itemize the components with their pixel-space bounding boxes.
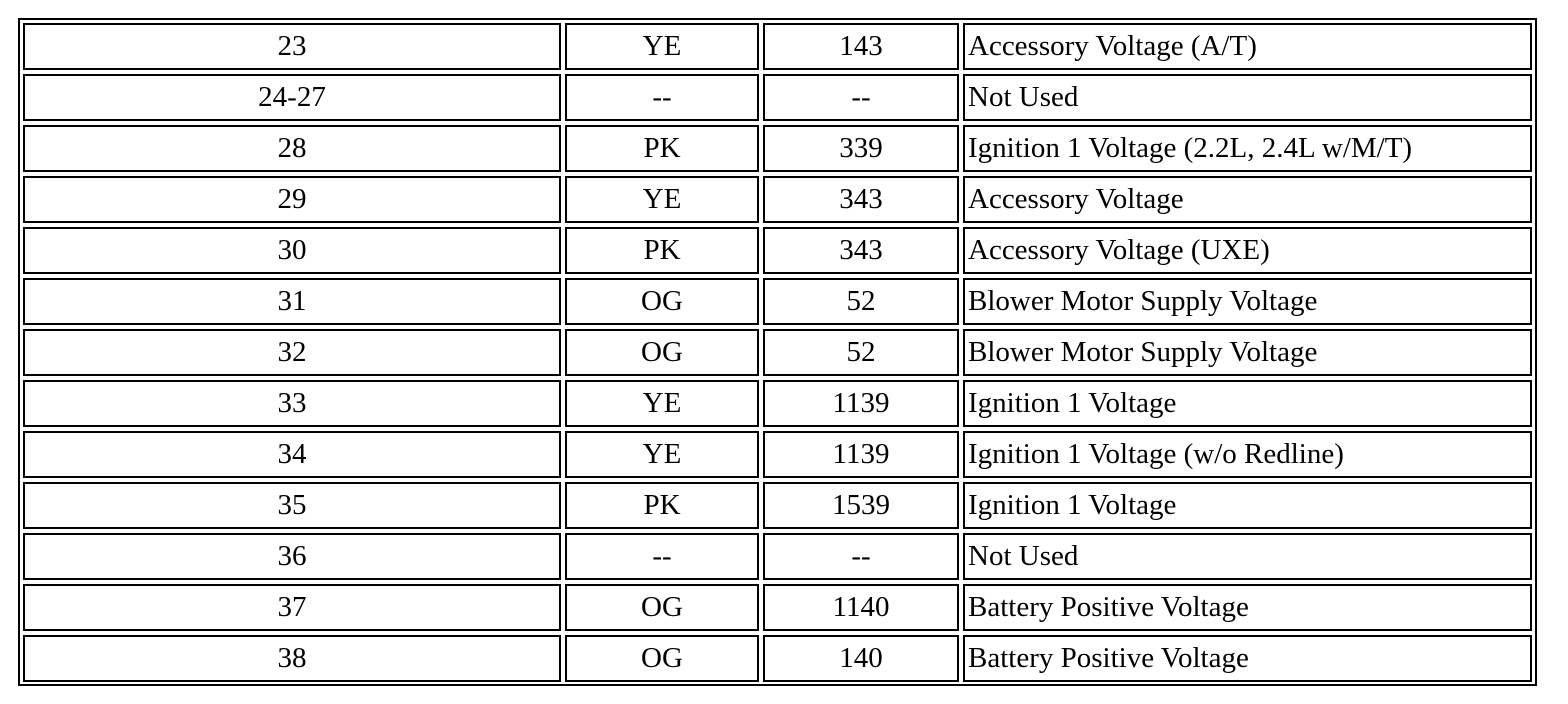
- function-cell: Accessory Voltage (A/T): [963, 23, 1532, 70]
- wire-color-cell: PK: [565, 227, 759, 274]
- table-row: [23, 329, 1532, 376]
- table-row: [23, 125, 1532, 172]
- pin-cell: 30: [23, 227, 561, 274]
- wire-color-cell: OG: [565, 635, 759, 682]
- function-cell: Ignition 1 Voltage (w/o Redline): [963, 431, 1532, 478]
- wire-color-cell: PK: [565, 125, 759, 172]
- wire-color-cell: PK: [565, 482, 759, 529]
- function-cell: Not Used: [963, 533, 1532, 580]
- table-row: [23, 278, 1532, 325]
- wire-color-cell: --: [565, 74, 759, 121]
- pin-cell: 35: [23, 482, 561, 529]
- function-cell: Ignition 1 Voltage: [963, 482, 1532, 529]
- table-row: [23, 533, 1532, 580]
- circuit-cell: 1140: [763, 584, 959, 631]
- function-cell: Accessory Voltage: [963, 176, 1532, 223]
- circuit-cell: 1139: [763, 431, 959, 478]
- wire-color-cell: YE: [565, 23, 759, 70]
- pin-cell: 28: [23, 125, 561, 172]
- table-row: [23, 23, 1532, 70]
- pin-cell: 24-27: [23, 74, 561, 121]
- table-row: [23, 482, 1532, 529]
- wire-color-cell: --: [565, 533, 759, 580]
- table-row: [23, 227, 1532, 274]
- table-row: [23, 584, 1532, 631]
- function-cell: Not Used: [963, 74, 1532, 121]
- pin-cell: 34: [23, 431, 561, 478]
- function-cell: Battery Positive Voltage: [963, 635, 1532, 682]
- table-row: [23, 431, 1532, 478]
- wire-color-cell: OG: [565, 584, 759, 631]
- pin-cell: 32: [23, 329, 561, 376]
- table-row: [23, 176, 1532, 223]
- circuit-cell: 339: [763, 125, 959, 172]
- function-cell: Ignition 1 Voltage: [963, 380, 1532, 427]
- circuit-cell: 52: [763, 278, 959, 325]
- circuit-cell: 143: [763, 23, 959, 70]
- table-row: [23, 635, 1532, 682]
- circuit-cell: --: [763, 533, 959, 580]
- circuit-cell: 52: [763, 329, 959, 376]
- wire-color-cell: OG: [565, 278, 759, 325]
- table-row: [23, 380, 1532, 427]
- function-cell: Blower Motor Supply Voltage: [963, 278, 1532, 325]
- pin-cell: 31: [23, 278, 561, 325]
- function-cell: Blower Motor Supply Voltage: [963, 329, 1532, 376]
- pin-cell: 23: [23, 23, 561, 70]
- circuit-cell: 343: [763, 227, 959, 274]
- function-cell: Battery Positive Voltage: [963, 584, 1532, 631]
- pin-cell: 29: [23, 176, 561, 223]
- circuit-cell: 1539: [763, 482, 959, 529]
- circuit-cell: --: [763, 74, 959, 121]
- circuit-cell: 1139: [763, 380, 959, 427]
- function-cell: Accessory Voltage (UXE): [963, 227, 1532, 274]
- pinout-table-body: [23, 23, 1532, 682]
- function-cell: Ignition 1 Voltage (2.2L, 2.4L w/M/T): [963, 125, 1532, 172]
- pin-cell: 37: [23, 584, 561, 631]
- wire-color-cell: YE: [565, 380, 759, 427]
- pin-cell: 38: [23, 635, 561, 682]
- pin-cell: 33: [23, 380, 561, 427]
- table-row: [23, 74, 1532, 121]
- circuit-cell: 140: [763, 635, 959, 682]
- circuit-cell: 343: [763, 176, 959, 223]
- wire-color-cell: OG: [565, 329, 759, 376]
- wire-color-cell: YE: [565, 176, 759, 223]
- pinout-table: [19, 19, 1536, 686]
- pin-cell: 36: [23, 533, 561, 580]
- pinout-table-frame: [18, 18, 1537, 686]
- wire-color-cell: YE: [565, 431, 759, 478]
